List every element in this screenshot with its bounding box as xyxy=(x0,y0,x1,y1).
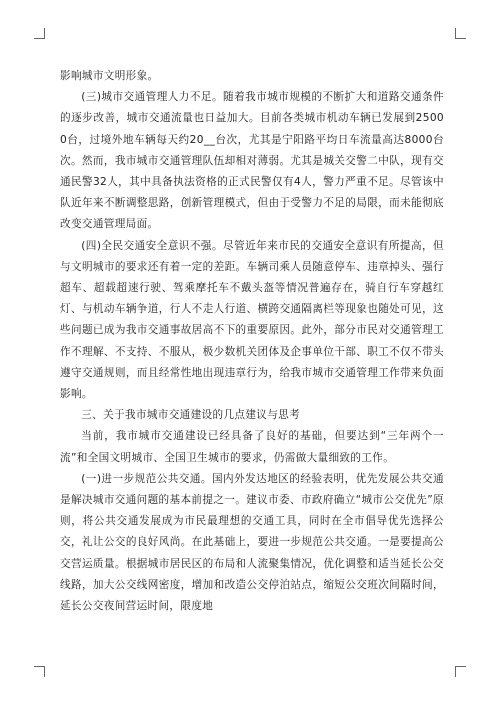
crop-mark-bottom-left xyxy=(34,666,45,677)
paragraph-safety-awareness: (四)全民交通安全意识不强。尽管近年来市民的交通安全意识有所提高，但与文明城市的要求还有着一定的差距。车辆司乘人员随意停车、违章掉头、强行超车、超载超速行驶、驾乘摩托车不戴头盔等情况普遍存在，骑自行车穿越红灯、与机动车辆争道，行人不走人行道、横跨交通隔离栏等现象也随处可见，这些问题已成为我市交通事故居高不下的重要原因。此外，部分市民对交通管理工作不理解、不支持、不服从，极少数机关团体及企事单位干部、职工不仅不带头遵守交通规则，而且经常性地出现违章行为，给我市城市交通管理工作带来负面影响。 xyxy=(60,239,444,401)
section-heading-suggestions: 三、关于我市城市交通建设的几点建议与思考 xyxy=(81,409,301,422)
crop-mark-bottom-right xyxy=(455,666,466,677)
crop-mark-top-left xyxy=(34,28,45,39)
crop-mark-top-right xyxy=(455,28,466,39)
paragraph-staffing-shortage: (三)城市交通管理人力不足。随着我市城市规模的不断扩大和道路交通条件的逐步改善，城市交通流量也日益加大。目前各类城市机动车辆已发展到25000台，过境外地车辆每天约20__台次，尤其是宁阳路平均日车流量高达8000台次。然而，我市城市交通管理队伍却相对薄弱。尤其是城关交警二中队，现有交通民警32人，其中具备执法资格的正式民警仅有4人，警力严重不足。尽管该中队近年来不断调整思路，创新管理模式，但由于受警力不足的局限，而未能彻底改变交通管理局面。 xyxy=(60,91,444,231)
paragraph-continuation: 影响城市文明形象。 xyxy=(60,70,159,82)
document-body xyxy=(60,66,444,617)
paragraph-current-status: 当前，我市城市交通建设已经具备了良好的基础，但要达到“三年两个一流”和全国文明城市、全国卫生城市的要求，仍需做大量细致的工作。 xyxy=(60,430,444,464)
paragraph-public-transport: (一)进一步规范公共交通。国内外发达地区的经验表明，优先发展公共交通是解决城市交通问题的基本前提之一。建议市委、市政府确立“城市公交优先”原则，将公共交通发展成为市民最理想的交通工具，同时在全市倡导优先选择公交，礼让公交的良好风尚。在此基础上，要进一步规范公共交通。一是要提高公交营运质量。根据城市居民区的布局和人流聚集情况，优化调整和适当延长公交线路，加大公交线网密度，增加和改造公交停泊站点，缩短公交班次间隔时间，延长公交夜间营运时间，限度地 xyxy=(60,472,444,613)
